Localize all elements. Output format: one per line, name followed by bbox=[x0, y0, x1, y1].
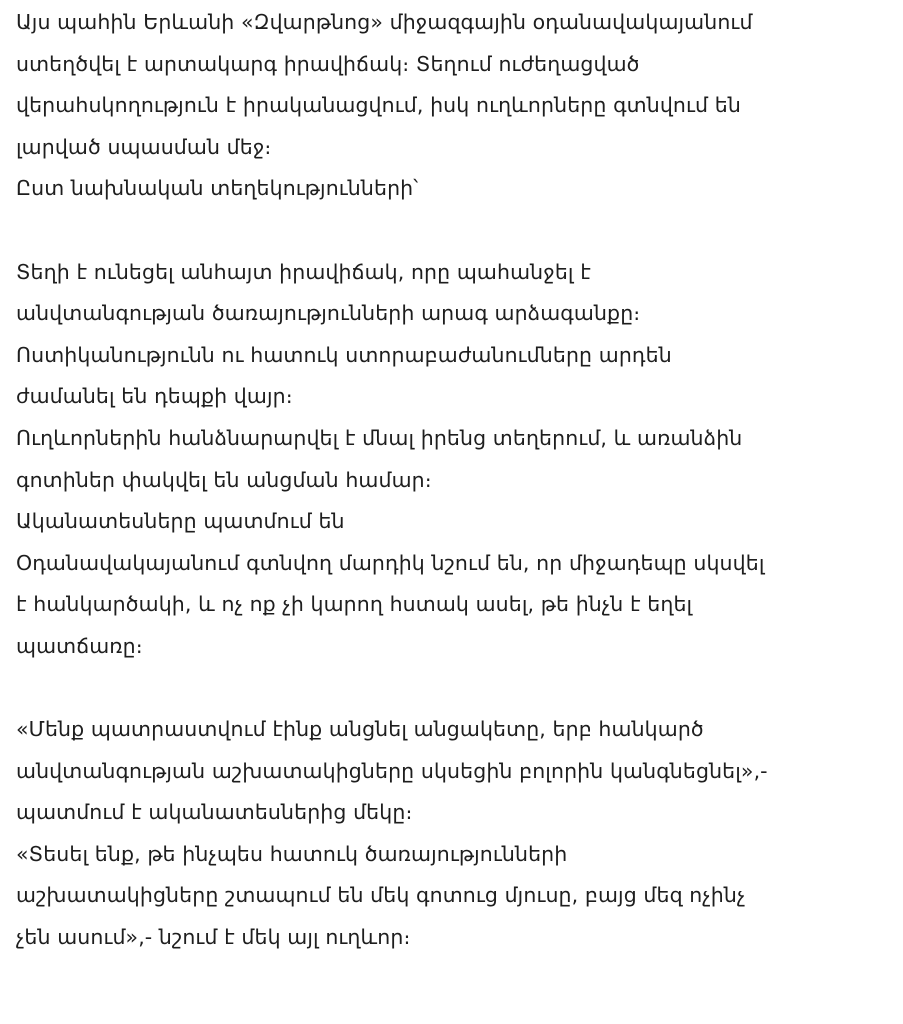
eyewitness-heading: Ականատեսները պատմում են bbox=[16, 509, 345, 534]
text-line: Ուղևորներին հանձնարարվել է մնալ իրենց տեղերում, և առանձին bbox=[16, 425, 743, 450]
text-line: պատճառը։ bbox=[16, 633, 143, 658]
paragraph-gap bbox=[16, 668, 881, 710]
intro-line: Ըստ նախնական տեղեկությունների՝ bbox=[16, 176, 419, 201]
text-line: Այս պահին Երևանի «Զվարթնոց» միջազգային օդանավակայանում bbox=[16, 10, 753, 34]
text-line: գոտիներ փակվել են անցման համար։ bbox=[16, 467, 432, 492]
quote-line: անվտանգության աշխատակիցները սկսեցին բոլորին կանգնեցնել»,- bbox=[16, 758, 768, 783]
text-line: Ոստիկանությունն ու հատուկ ստորաբաժանումները արդեն bbox=[16, 342, 672, 367]
eyewitness-quotes bbox=[16, 709, 881, 959]
quote-line: «Մենք պատրաստվում էինք անցնել անցակետը, երբ հանկարծ bbox=[16, 717, 704, 742]
text-line: Օդանավակայանում գտնվող մարդիկ նշում են, որ միջադեպը սկսվել bbox=[16, 550, 765, 575]
paragraph-2 bbox=[16, 252, 881, 668]
text-line: է հանկարծակի, և ոչ ոք չի կարող հստակ ասել, թե ինչն է եղել bbox=[16, 592, 693, 617]
quote-line: չեն ասում»,- նշում է մեկ այլ ուղևոր։ bbox=[16, 925, 411, 950]
quote-line: պատմում է ականատեսներից մեկը։ bbox=[16, 800, 413, 825]
paragraph-gap bbox=[16, 210, 881, 252]
text-line: անվտանգության ծառայությունների արագ արձագանքը։ bbox=[16, 301, 641, 326]
text-line: լարված սպասման մեջ։ bbox=[16, 134, 272, 159]
text-line: ժամանել են դեպքի վայր։ bbox=[16, 384, 293, 409]
paragraph-1 bbox=[16, 2, 881, 210]
quote-line: աշխատակիցները շտապում են մեկ գոտուց մյուսը, բայց մեզ ոչինչ bbox=[16, 883, 746, 908]
text-line: ստեղծվել է արտակարգ իրավիճակ։ Տեղում ուժեղացված bbox=[16, 51, 640, 76]
text-line: Տեղի է ունեցել անհայտ իրավիճակ, որը պահանջել է bbox=[16, 259, 591, 284]
quote-line: «Տեսել ենք, թե ինչպես հատուկ ծառայությունների bbox=[16, 841, 568, 866]
text-line: վերահսկողություն է իրականացվում, իսկ ուղևորները գտնվում են bbox=[16, 93, 741, 118]
